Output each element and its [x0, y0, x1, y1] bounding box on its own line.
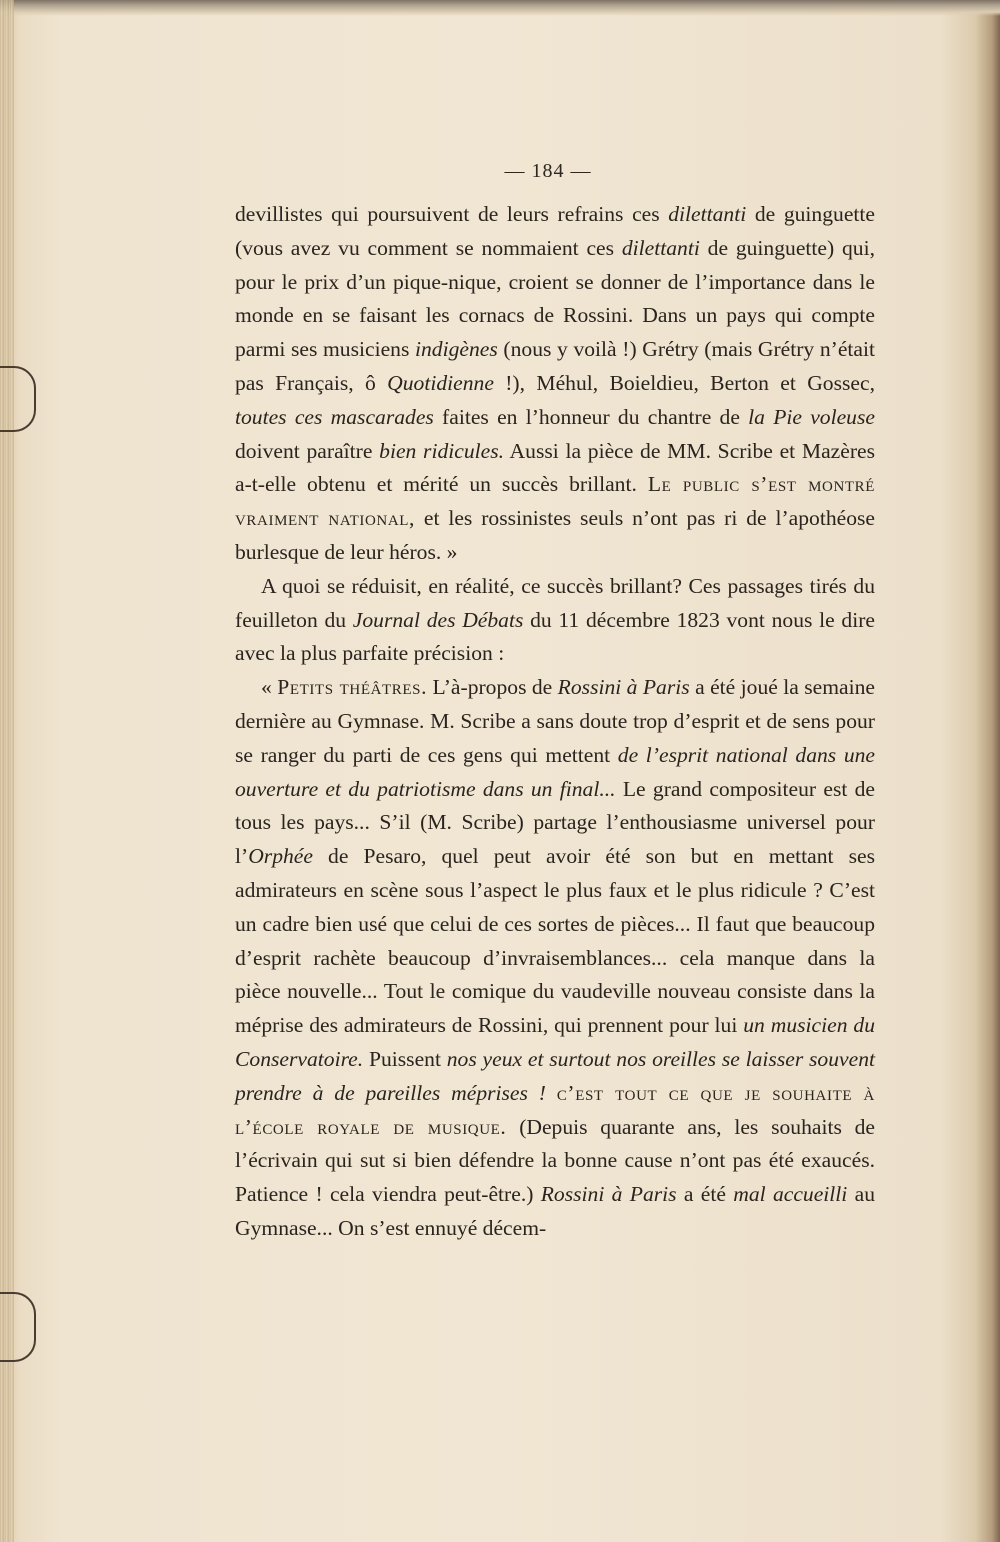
p3-run: « — [261, 675, 278, 700]
p1-run: bien ridicules. — [379, 438, 505, 463]
p3-run: a été — [676, 1182, 734, 1207]
p1-run: !), Méhul, Boieldieu, Berton et Gossec, — [493, 370, 875, 395]
p3-run: Rossini à Paris — [557, 675, 690, 700]
p3-run: un musicien du Conservatoire. — [235, 1013, 875, 1071]
p3-run: mal accueilli — [733, 1182, 848, 1207]
p2-run: A quoi se réduisit, en réalité, ce succès brillant? Ces passages tirés du feuilleton du — [235, 573, 875, 632]
p3-run: nos yeux et surtout nos oreilles se laisser souvent prendre à de pareilles méprises ! — [235, 1046, 875, 1105]
p3-run: au Gymnase... On s’est ennuyé décem- — [235, 1182, 876, 1240]
p1-run: faites en l’honneur du chantre de — [433, 404, 749, 429]
p3-run: Le grand compositeur est de tous les pays... S’il (M. Scribe) partage l’enthousiasme universel pour l’ — [235, 776, 876, 869]
p1-run: Le public s’est montré vraiment national, — [235, 472, 876, 531]
paragraph-1 — [235, 198, 875, 570]
p3-run: Orphée — [248, 844, 313, 869]
p2-run: du 11 décembre 1823 vont nous le dire avec la plus parfaite précision : — [235, 607, 876, 666]
p1-run: devillistes qui poursuivent de leurs refrains ces — [235, 202, 669, 226]
p3-run: L’à-propos de — [427, 675, 558, 700]
binding-clip-lower — [0, 1292, 36, 1362]
p1-run: dilettanti — [668, 202, 747, 226]
p3-run: de Pesaro, quel peut avoir été son but en mettant ses admirateurs en scène sous l’aspect le plus faux et le plus ridicule ? C’est un cadre bien usé que celui de ces sortes de pièces... Il faut que beaucoup d’esprit rachète beaucoup d’invraisemblances... cela manque dans la pièce nouvelle... Tout le comique du vaudeville nouveau consiste dans la méprise des admirateurs de Rossini, qui prennent pour lui — [235, 844, 875, 1038]
p3-run: Petits théâtres. — [277, 675, 428, 700]
p1-run: Quotidienne — [387, 370, 494, 395]
p1-run: et les rossinistes seuls n’ont pas ri de l’apothéose burlesque de leur héros. » — [235, 506, 876, 564]
p3-run: de l’esprit national dans une ouverture et du patriotisme dans un final... — [235, 742, 875, 801]
p3-run: a été joué la semaine dernière au Gymnase. M. Scribe a sans doute trop d’esprit et de sens pour se ranger du parti de ces gens qui mettent — [235, 675, 875, 767]
p3-run — [546, 1081, 557, 1105]
p1-run: toutes ces mascarades — [235, 404, 434, 429]
page-top-edge — [0, 0, 1000, 16]
binding-clip-upper — [0, 366, 36, 432]
p3-run: Puissent — [363, 1046, 447, 1071]
p1-run: doivent paraître — [235, 438, 380, 463]
p3-run: (Depuis quarante ans, les souhaits de l’écrivain qui sut si bien défendre la bonne cause n’ont pas été exaucés. Patience ! cela viendra peut-être.) — [235, 1114, 875, 1207]
paragraph-2 — [235, 570, 875, 671]
page-number: — 184 — — [504, 160, 592, 182]
p3-run: c’est tout ce que je souhaite à l’école royale de musique. — [235, 1080, 875, 1139]
p1-run: Aussi la pièce de MM. Scribe et Mazères a-t-elle obtenu et mérité un succès brillant. — [235, 438, 876, 497]
p1-run: de guinguette) qui, pour le prix d’un pique-nique, croient se donner de l’importance dans le monde en se faisant les cornacs de Rossini. Dans un pays qui compte parmi ses musiciens — [235, 235, 875, 362]
p2-run: Journal des Débats — [352, 607, 524, 632]
p1-run: la Pie voleuse — [748, 404, 875, 429]
p1-run: indigènes — [415, 337, 498, 362]
p1-run: (nous y voilà !) Grétry (mais Grétry n’était pas Français, ô — [235, 337, 875, 395]
p3-run: Rossini à Paris — [540, 1182, 677, 1207]
paragraph-3 — [235, 671, 875, 1246]
p1-run: dilettanti — [621, 235, 700, 260]
body-text — [235, 198, 875, 1246]
p1-run: de guinguette (vous avez vu comment se nommaient ces — [235, 202, 875, 260]
